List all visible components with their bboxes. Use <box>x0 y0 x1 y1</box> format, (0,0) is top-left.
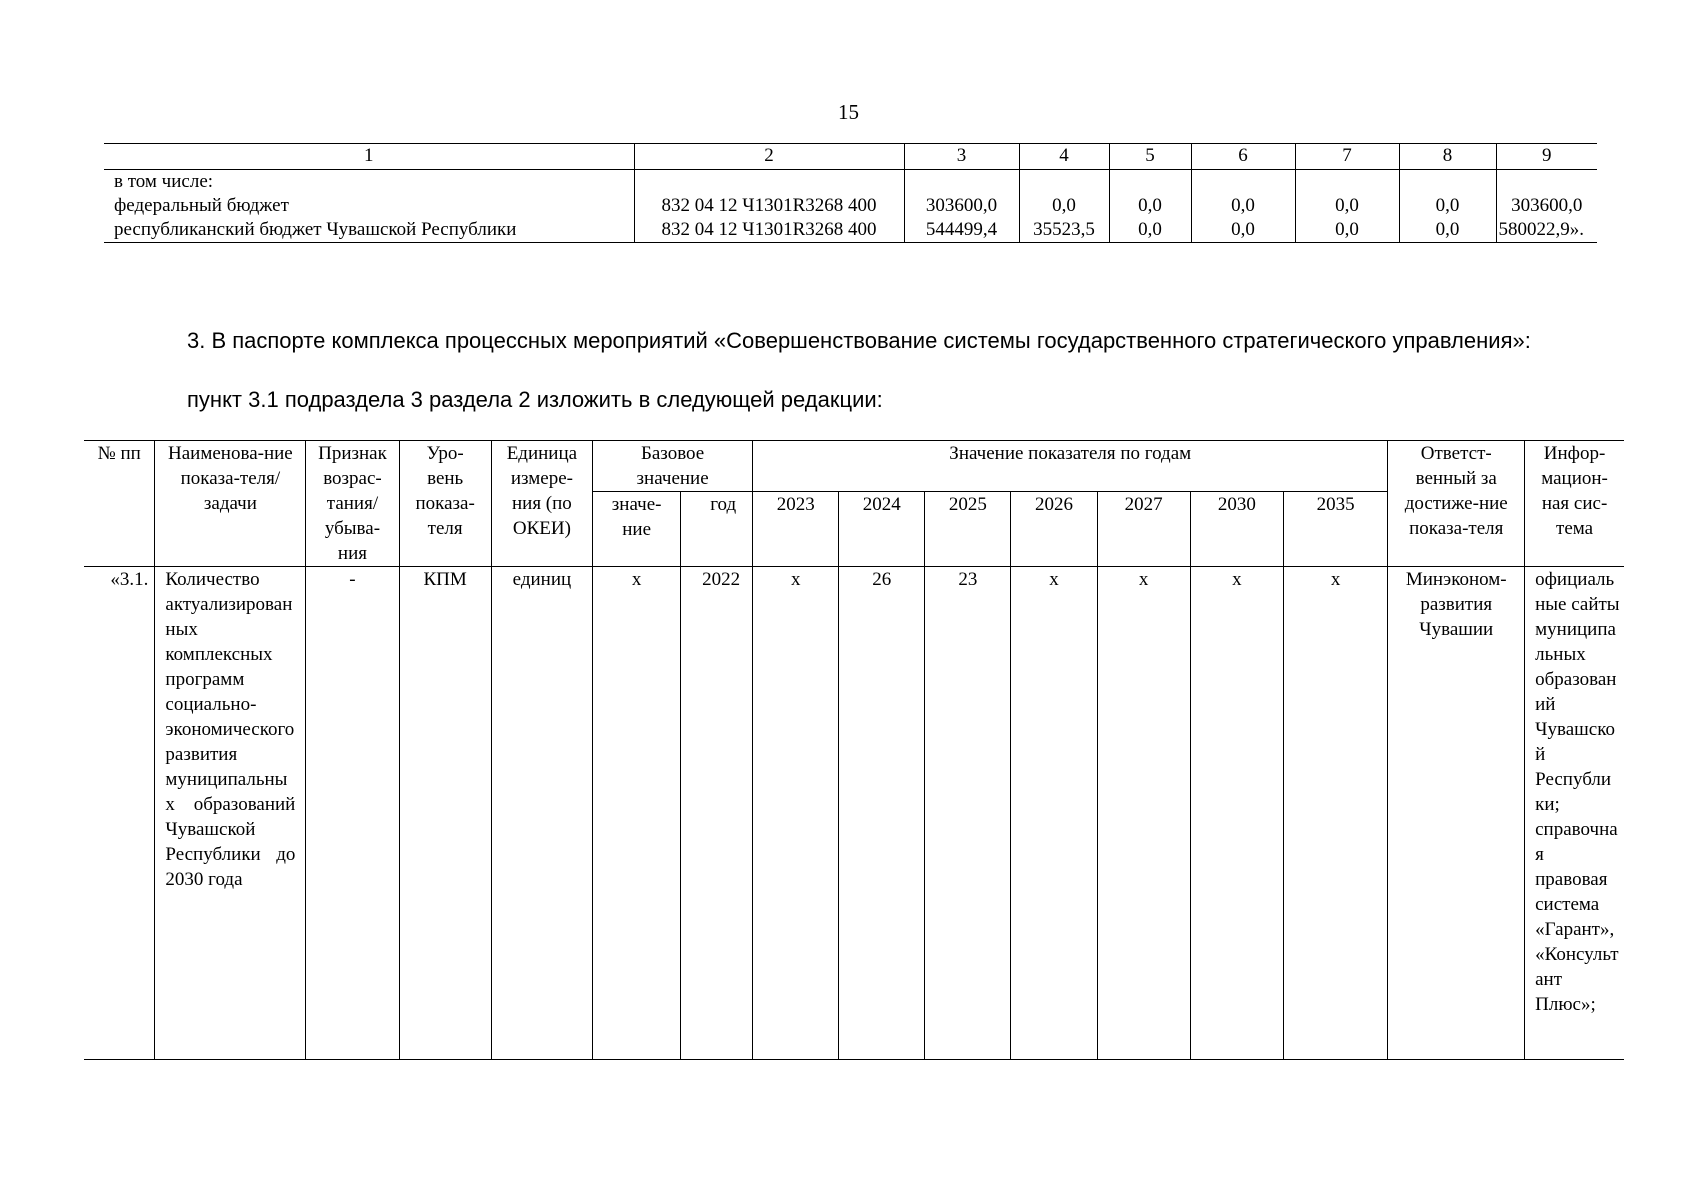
row-base-year: 2022 <box>681 567 753 1060</box>
row-code <box>634 170 904 195</box>
header-year: 2025 <box>925 492 1011 567</box>
header-year: 2030 <box>1190 492 1283 567</box>
row-year-value: 23 <box>925 567 1011 1060</box>
col-number: 1 <box>104 144 634 170</box>
header-year: 2035 <box>1283 492 1387 567</box>
row-responsible: Минэконом-развития Чувашии <box>1388 567 1525 1060</box>
cell: 580022,9». <box>1496 218 1597 243</box>
header-name: Наименова-ние показа-теля/задачи <box>155 441 306 567</box>
cell: 0,0 <box>1295 218 1399 243</box>
row-year-value: х <box>1011 567 1097 1060</box>
row-name: республиканский бюджет Чувашской Республики <box>104 218 634 243</box>
table-row <box>104 194 1597 218</box>
cell: 0,0 <box>1295 194 1399 218</box>
row-level: КПМ <box>399 567 491 1060</box>
row-name: в том числе: <box>104 170 634 195</box>
header-sign: Признак возрас-тания/ убыва-ния <box>306 441 399 567</box>
cell: 0,0 <box>1399 218 1496 243</box>
cell: 0,0 <box>1109 194 1191 218</box>
cell: 0,0 <box>1399 194 1496 218</box>
cell: 303600,0 <box>1496 194 1597 218</box>
cell: 0,0 <box>1109 218 1191 243</box>
col-number: 3 <box>904 144 1019 170</box>
budget-table <box>104 143 1597 243</box>
row-info-system: официальные сайты муниципальных образований Чувашской Республики; справочная правовая система «Гарант», «Консультант Плюс»; <box>1525 567 1624 1060</box>
row-year-value: 26 <box>839 567 925 1060</box>
header-year: 2027 <box>1097 492 1190 567</box>
row-name: федеральный бюджет <box>104 194 634 218</box>
cell: 303600,0 <box>904 194 1019 218</box>
cell: 0,0 <box>1191 218 1295 243</box>
header-level: Уро-вень показа-теля <box>399 441 491 567</box>
table-row <box>104 218 1597 243</box>
cell <box>1191 170 1295 195</box>
cell <box>904 170 1019 195</box>
header-year: 2023 <box>753 492 839 567</box>
cell <box>1109 170 1191 195</box>
col-number: 2 <box>634 144 904 170</box>
header-row-1 <box>84 441 1624 492</box>
col-number: 7 <box>1295 144 1399 170</box>
header-base-year: год <box>681 492 753 567</box>
row-year-value: х <box>1097 567 1190 1060</box>
col-number: 5 <box>1109 144 1191 170</box>
row-base-value: х <box>593 567 681 1060</box>
row-sign: - <box>306 567 399 1060</box>
col-number: 4 <box>1019 144 1109 170</box>
col-number: 8 <box>1399 144 1496 170</box>
cell: 35523,5 <box>1019 218 1109 243</box>
header-info-system: Инфор-мацион-ная сис-тема <box>1525 441 1624 567</box>
cell: 544499,4 <box>904 218 1019 243</box>
cell <box>1399 170 1496 195</box>
row-name: Количество актуализированных комплексных программ социально-экономического развития муниципальных образований Чувашской Республики до 2030 года <box>155 567 306 1060</box>
cell <box>1496 170 1597 195</box>
header-base-value: значе-ние <box>593 492 681 567</box>
col-number: 6 <box>1191 144 1295 170</box>
row-year-value: х <box>1190 567 1283 1060</box>
table-row <box>84 567 1624 1060</box>
cell: 0,0 <box>1019 194 1109 218</box>
header-base: Базовое значение <box>593 441 753 492</box>
table-row <box>104 170 1597 195</box>
row-code: 832 04 12 Ч1301R3268 400 <box>634 218 904 243</box>
row-code: 832 04 12 Ч1301R3268 400 <box>634 194 904 218</box>
row-num: «3.1. <box>84 567 155 1060</box>
header-num: № пп <box>84 441 155 567</box>
row-year-value: х <box>753 567 839 1060</box>
header-year: 2024 <box>839 492 925 567</box>
row-unit: единиц <box>491 567 592 1060</box>
cell: 0,0 <box>1191 194 1295 218</box>
row-year-value: х <box>1283 567 1387 1060</box>
cell <box>1019 170 1109 195</box>
col-number: 9 <box>1496 144 1597 170</box>
paragraph-3: 3. В паспорте комплекса процессных мероприятий «Совершенствование системы государственного стратегического управления»: <box>187 328 1531 353</box>
paragraph-item-3-1: пункт 3.1 подраздела 3 раздела 2 изложить в следующей редакции: <box>187 387 883 412</box>
indicator-table <box>84 440 1624 1060</box>
header-years-title: Значение показателя по годам <box>753 441 1388 492</box>
header-unit: Единица измере-ния (по ОКЕИ) <box>491 441 592 567</box>
header-year: 2026 <box>1011 492 1097 567</box>
header-responsible: Ответст-венный за достиже-ние показа-теля <box>1388 441 1525 567</box>
column-numbers-row <box>104 144 1597 170</box>
cell <box>1295 170 1399 195</box>
page-number: 15 <box>838 100 859 124</box>
